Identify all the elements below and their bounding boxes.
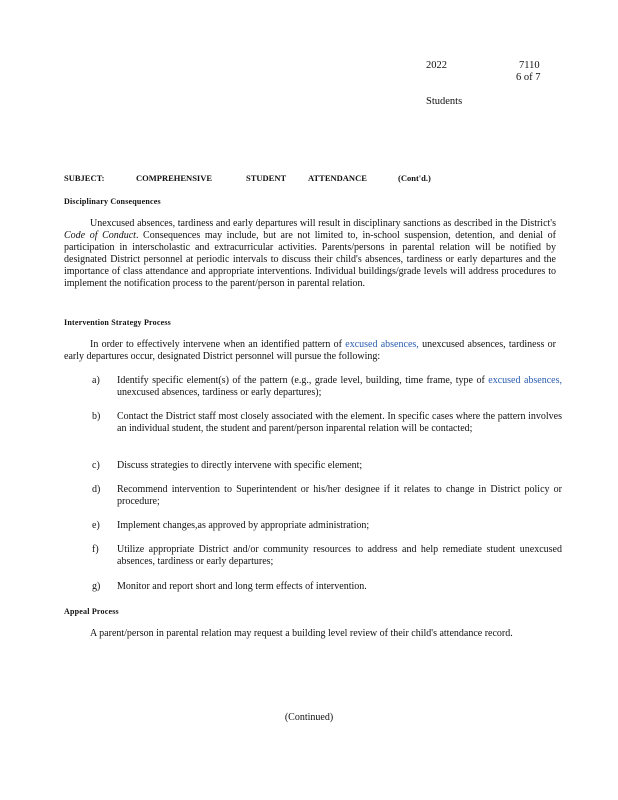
subject-label: SUBJECT: (64, 173, 105, 183)
list-item-label: f) (92, 544, 99, 555)
footer-continued: (Continued) (284, 712, 334, 723)
header-policy-number: 7110 (519, 60, 540, 71)
list-item-text: Monitor and report short and long term effects of intervention. (117, 581, 367, 592)
list-item-text: Discuss strategies to directly intervene with specific element; (117, 460, 363, 471)
list-item-label: e) (92, 520, 100, 531)
intervention-intro-text-2: unexcused absences, tardiness or early departures occur, designated District personnel will pursue the following: (64, 339, 557, 362)
list-item-label: d) (92, 484, 101, 495)
list-item-label: c) (92, 460, 100, 471)
list-item-label: b) (92, 411, 101, 422)
excused-absences-link[interactable]: excused absences, (488, 375, 562, 386)
subject-cont: (Cont'd.) (398, 173, 431, 183)
subject-word-3: ATTENDANCE (308, 173, 367, 183)
code-of-conduct-title: Code of Conduct (64, 230, 136, 241)
header-year: 2022 (426, 60, 447, 71)
section-heading-appeal: Appeal Process (64, 607, 119, 616)
list-item-text: Identify specific element(s) of the pattern (e.g., grade level, building, time frame, type of (117, 375, 485, 386)
excused-absences-link[interactable]: excused absences, (345, 339, 419, 350)
appeal-paragraph (64, 628, 556, 640)
header-page-of: 6 of 7 (516, 72, 541, 83)
disciplinary-text-2: . Consequences may include, but are not limited to, in-school suspension, detention, and denial of participation in interscholastic and extracurricular activities. Parents/persons in parental relation will be notified by designated District personnel at periodic intervals to discuss their child's absences, tardiness or early departures and the importance of class attendance and appropriate interventions. Individual buildings/grade levels will address procedures to implement the notification process to the parent/person in parental relation. (64, 230, 556, 289)
intervention-intro-text-1: In order to effectively intervene when an identified pattern of (90, 339, 342, 350)
section-heading-intervention: Intervention Strategy Process (64, 318, 171, 327)
subject-line (64, 172, 564, 184)
list-item-text: Contact the District staff most closely associated with the element. In specific cases where the pattern involves an individual student, the student and parent/person inparental relation will be contacted; (117, 411, 562, 434)
appeal-text: A parent/person in parental relation may request a building level review of their child's attendance record. (90, 628, 513, 639)
header-category: Students (426, 96, 463, 107)
list-item-text: Implement changes,as approved by appropriate administration; (117, 520, 370, 531)
list-item-text-post: unexcused absences, tardiness or early departures); (117, 387, 322, 398)
subject-word-1: COMPREHENSIVE (136, 173, 213, 183)
list-item-label: a) (92, 375, 100, 386)
subject-word-2: STUDENT (246, 173, 287, 183)
list-item-text: Recommend intervention to Superintendent or his/her designee if it relates to change in District policy or procedure; (117, 484, 562, 507)
disciplinary-text-1: Unexcused absences, tardiness and early departures will result in disciplinary sanctions as described in the District's (90, 218, 556, 229)
disciplinary-paragraph (64, 218, 556, 290)
section-heading-disciplinary: Disciplinary Consequences (64, 197, 161, 206)
list-item-label: g) (92, 581, 101, 592)
intervention-intro-paragraph (64, 339, 556, 363)
list-item-text: Utilize appropriate District and/or community resources to address and help remediate student unexcused absences, tardiness or early departures; (117, 544, 562, 567)
